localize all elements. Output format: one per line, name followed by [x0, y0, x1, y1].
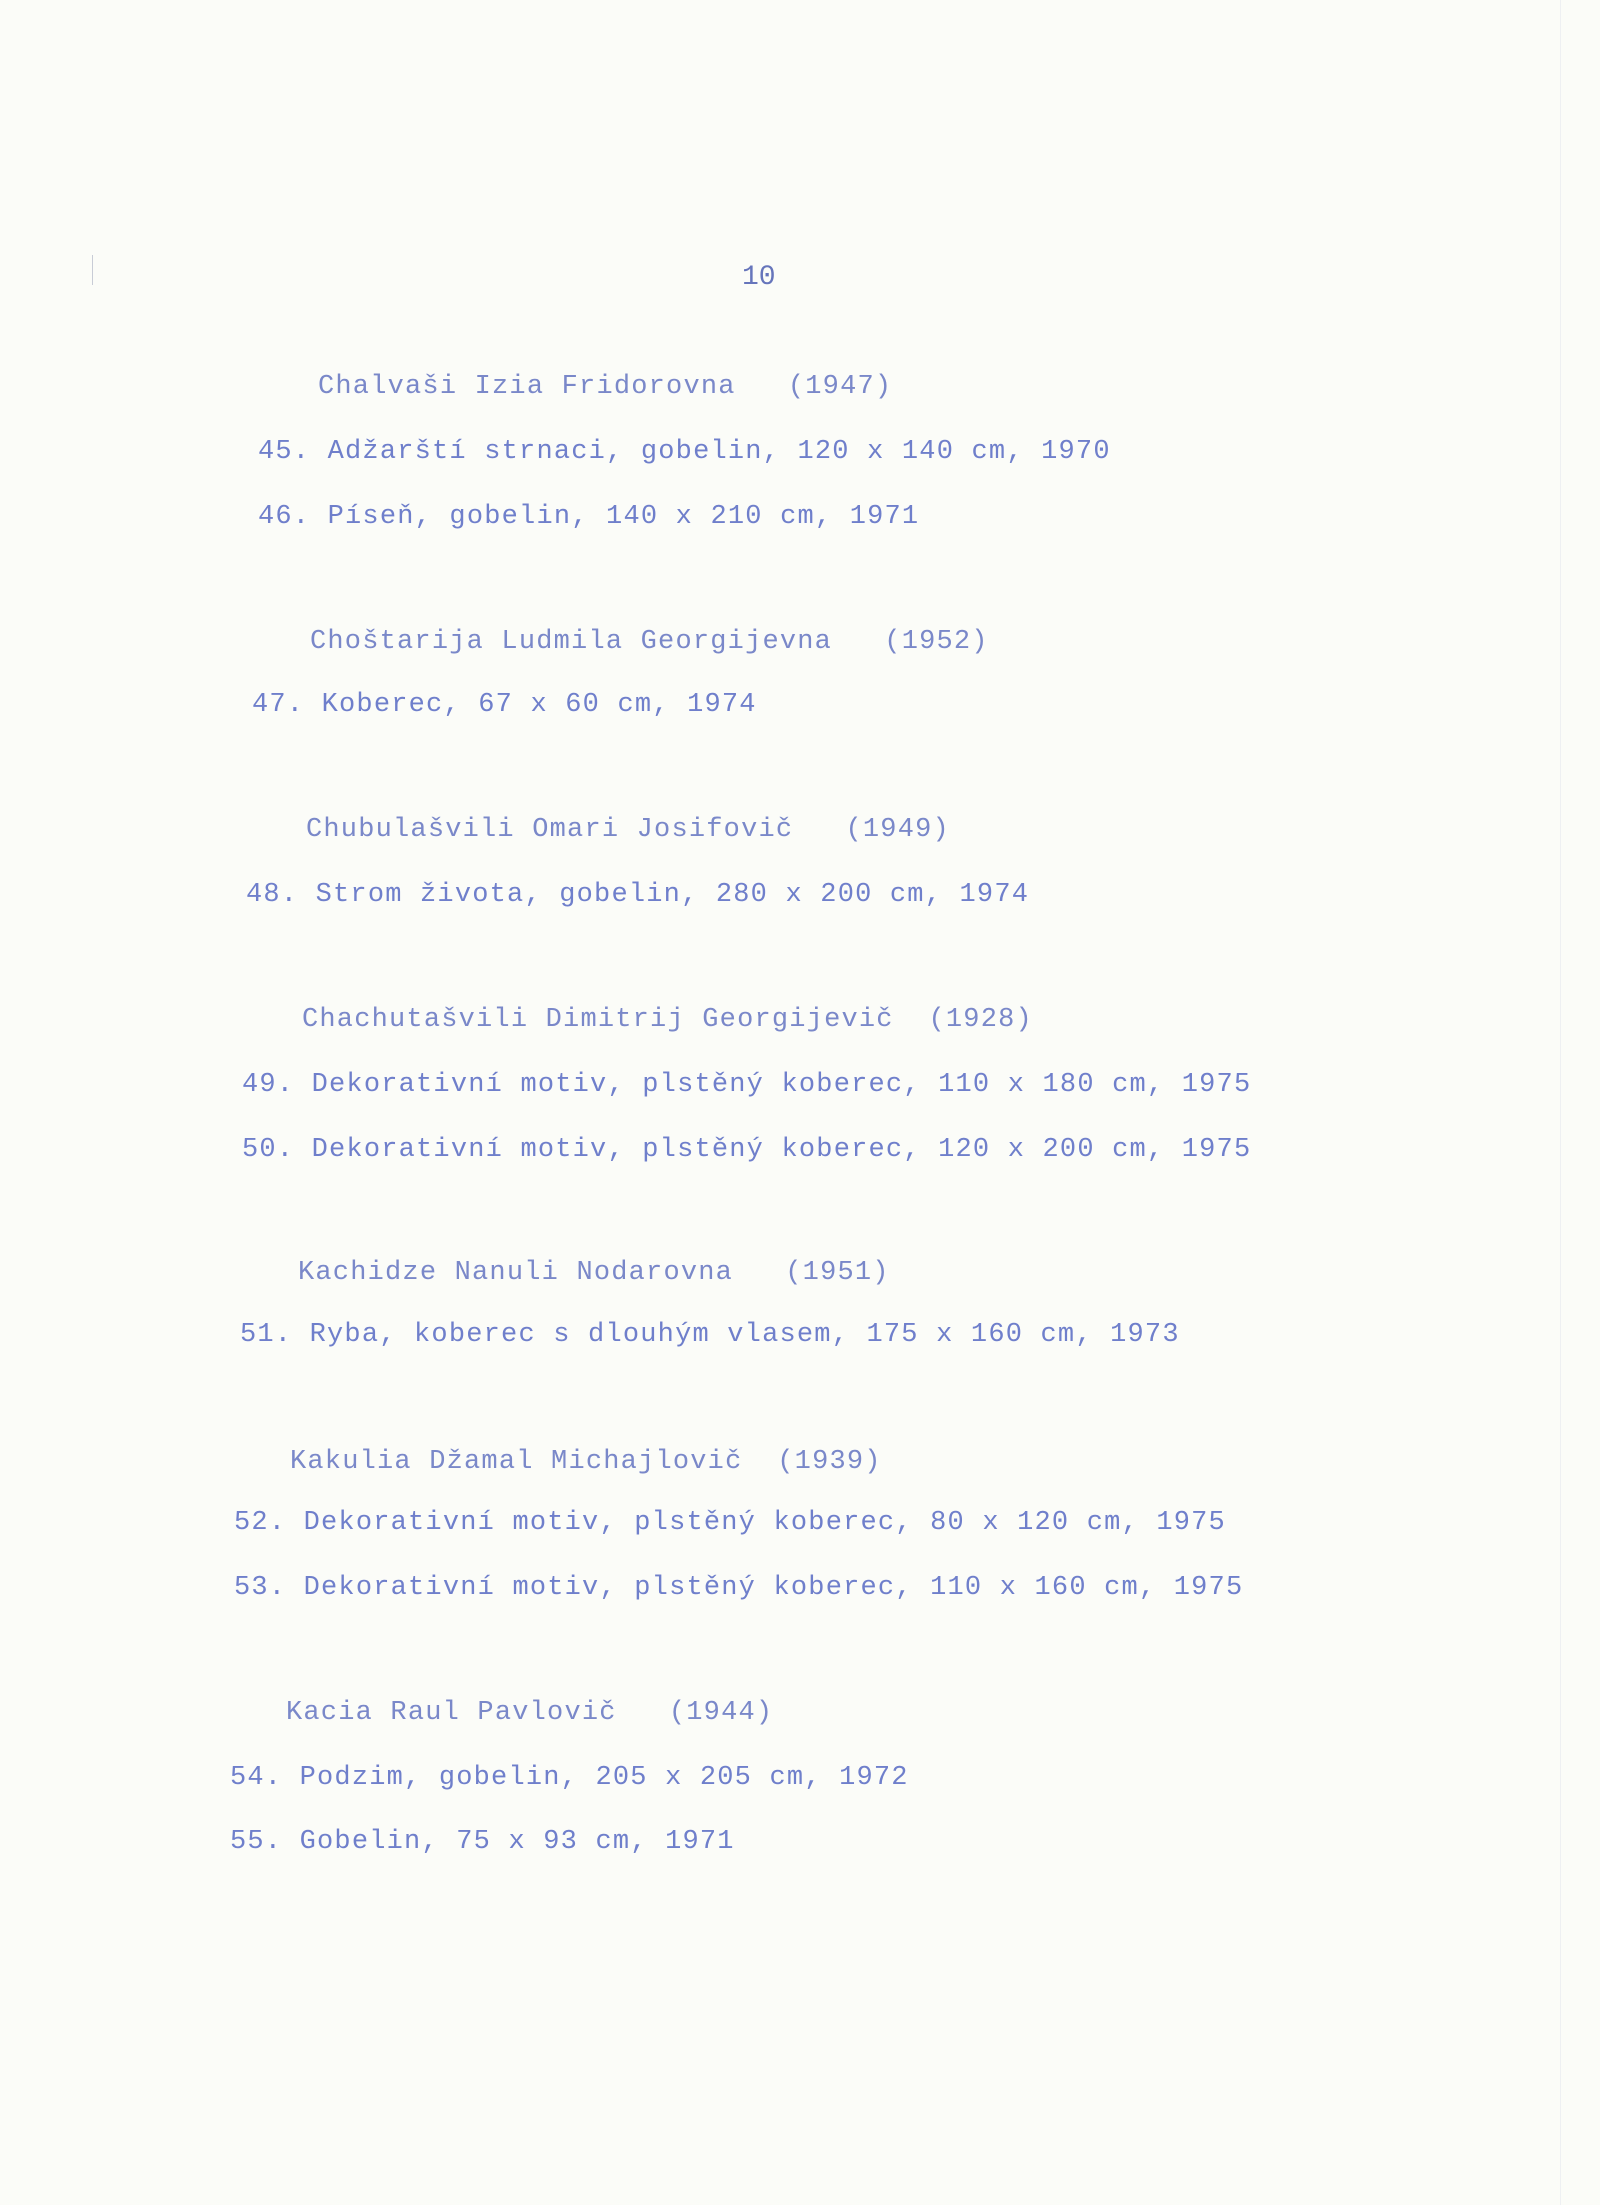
- work-entry: 51. Ryba, koberec s dlouhým vlasem, 175 x 160 cm, 1973: [240, 1320, 1180, 1350]
- artist-heading: Kacia Raul Pavlovič (1944): [286, 1698, 774, 1728]
- artist-heading: Chubulašvili Omari Josifovič (1949): [306, 815, 950, 845]
- work-entry: 52. Dekorativní motiv, plstěný koberec, 80 x 120 cm, 1975: [234, 1508, 1226, 1538]
- artist-heading: Chachutašvili Dimitrij Georgijevič (1928): [302, 1005, 1033, 1035]
- page-number: 10: [742, 262, 776, 293]
- work-entry: 47. Koberec, 67 x 60 cm, 1974: [252, 690, 757, 720]
- paper-mark: [92, 255, 93, 285]
- work-entry: 45. Adžarští strnaci, gobelin, 120 x 140 cm, 1970: [258, 437, 1111, 467]
- work-entry: 49. Dekorativní motiv, plstěný koberec, 110 x 180 cm, 1975: [242, 1070, 1252, 1100]
- artist-heading: Chalvaši Izia Fridorovna (1947): [318, 372, 893, 402]
- work-entry: 55. Gobelin, 75 x 93 cm, 1971: [230, 1827, 735, 1857]
- work-entry: 48. Strom života, gobelin, 280 x 200 cm, 1974: [246, 880, 1030, 910]
- work-entry: 46. Píseň, gobelin, 140 x 210 cm, 1971: [258, 502, 920, 532]
- work-entry: 50. Dekorativní motiv, plstěný koberec, 120 x 200 cm, 1975: [242, 1135, 1252, 1165]
- artist-heading: Kachidze Nanuli Nodarovna (1951): [298, 1258, 890, 1288]
- work-entry: 54. Podzim, gobelin, 205 x 205 cm, 1972: [230, 1763, 909, 1793]
- artist-heading: Kakulia Džamal Michajlovič (1939): [290, 1447, 882, 1477]
- artist-heading: Choštarija Ludmila Georgijevna (1952): [310, 627, 989, 657]
- paper-edge: [1560, 0, 1561, 2205]
- work-entry: 53. Dekorativní motiv, plstěný koberec, 110 x 160 cm, 1975: [234, 1573, 1244, 1603]
